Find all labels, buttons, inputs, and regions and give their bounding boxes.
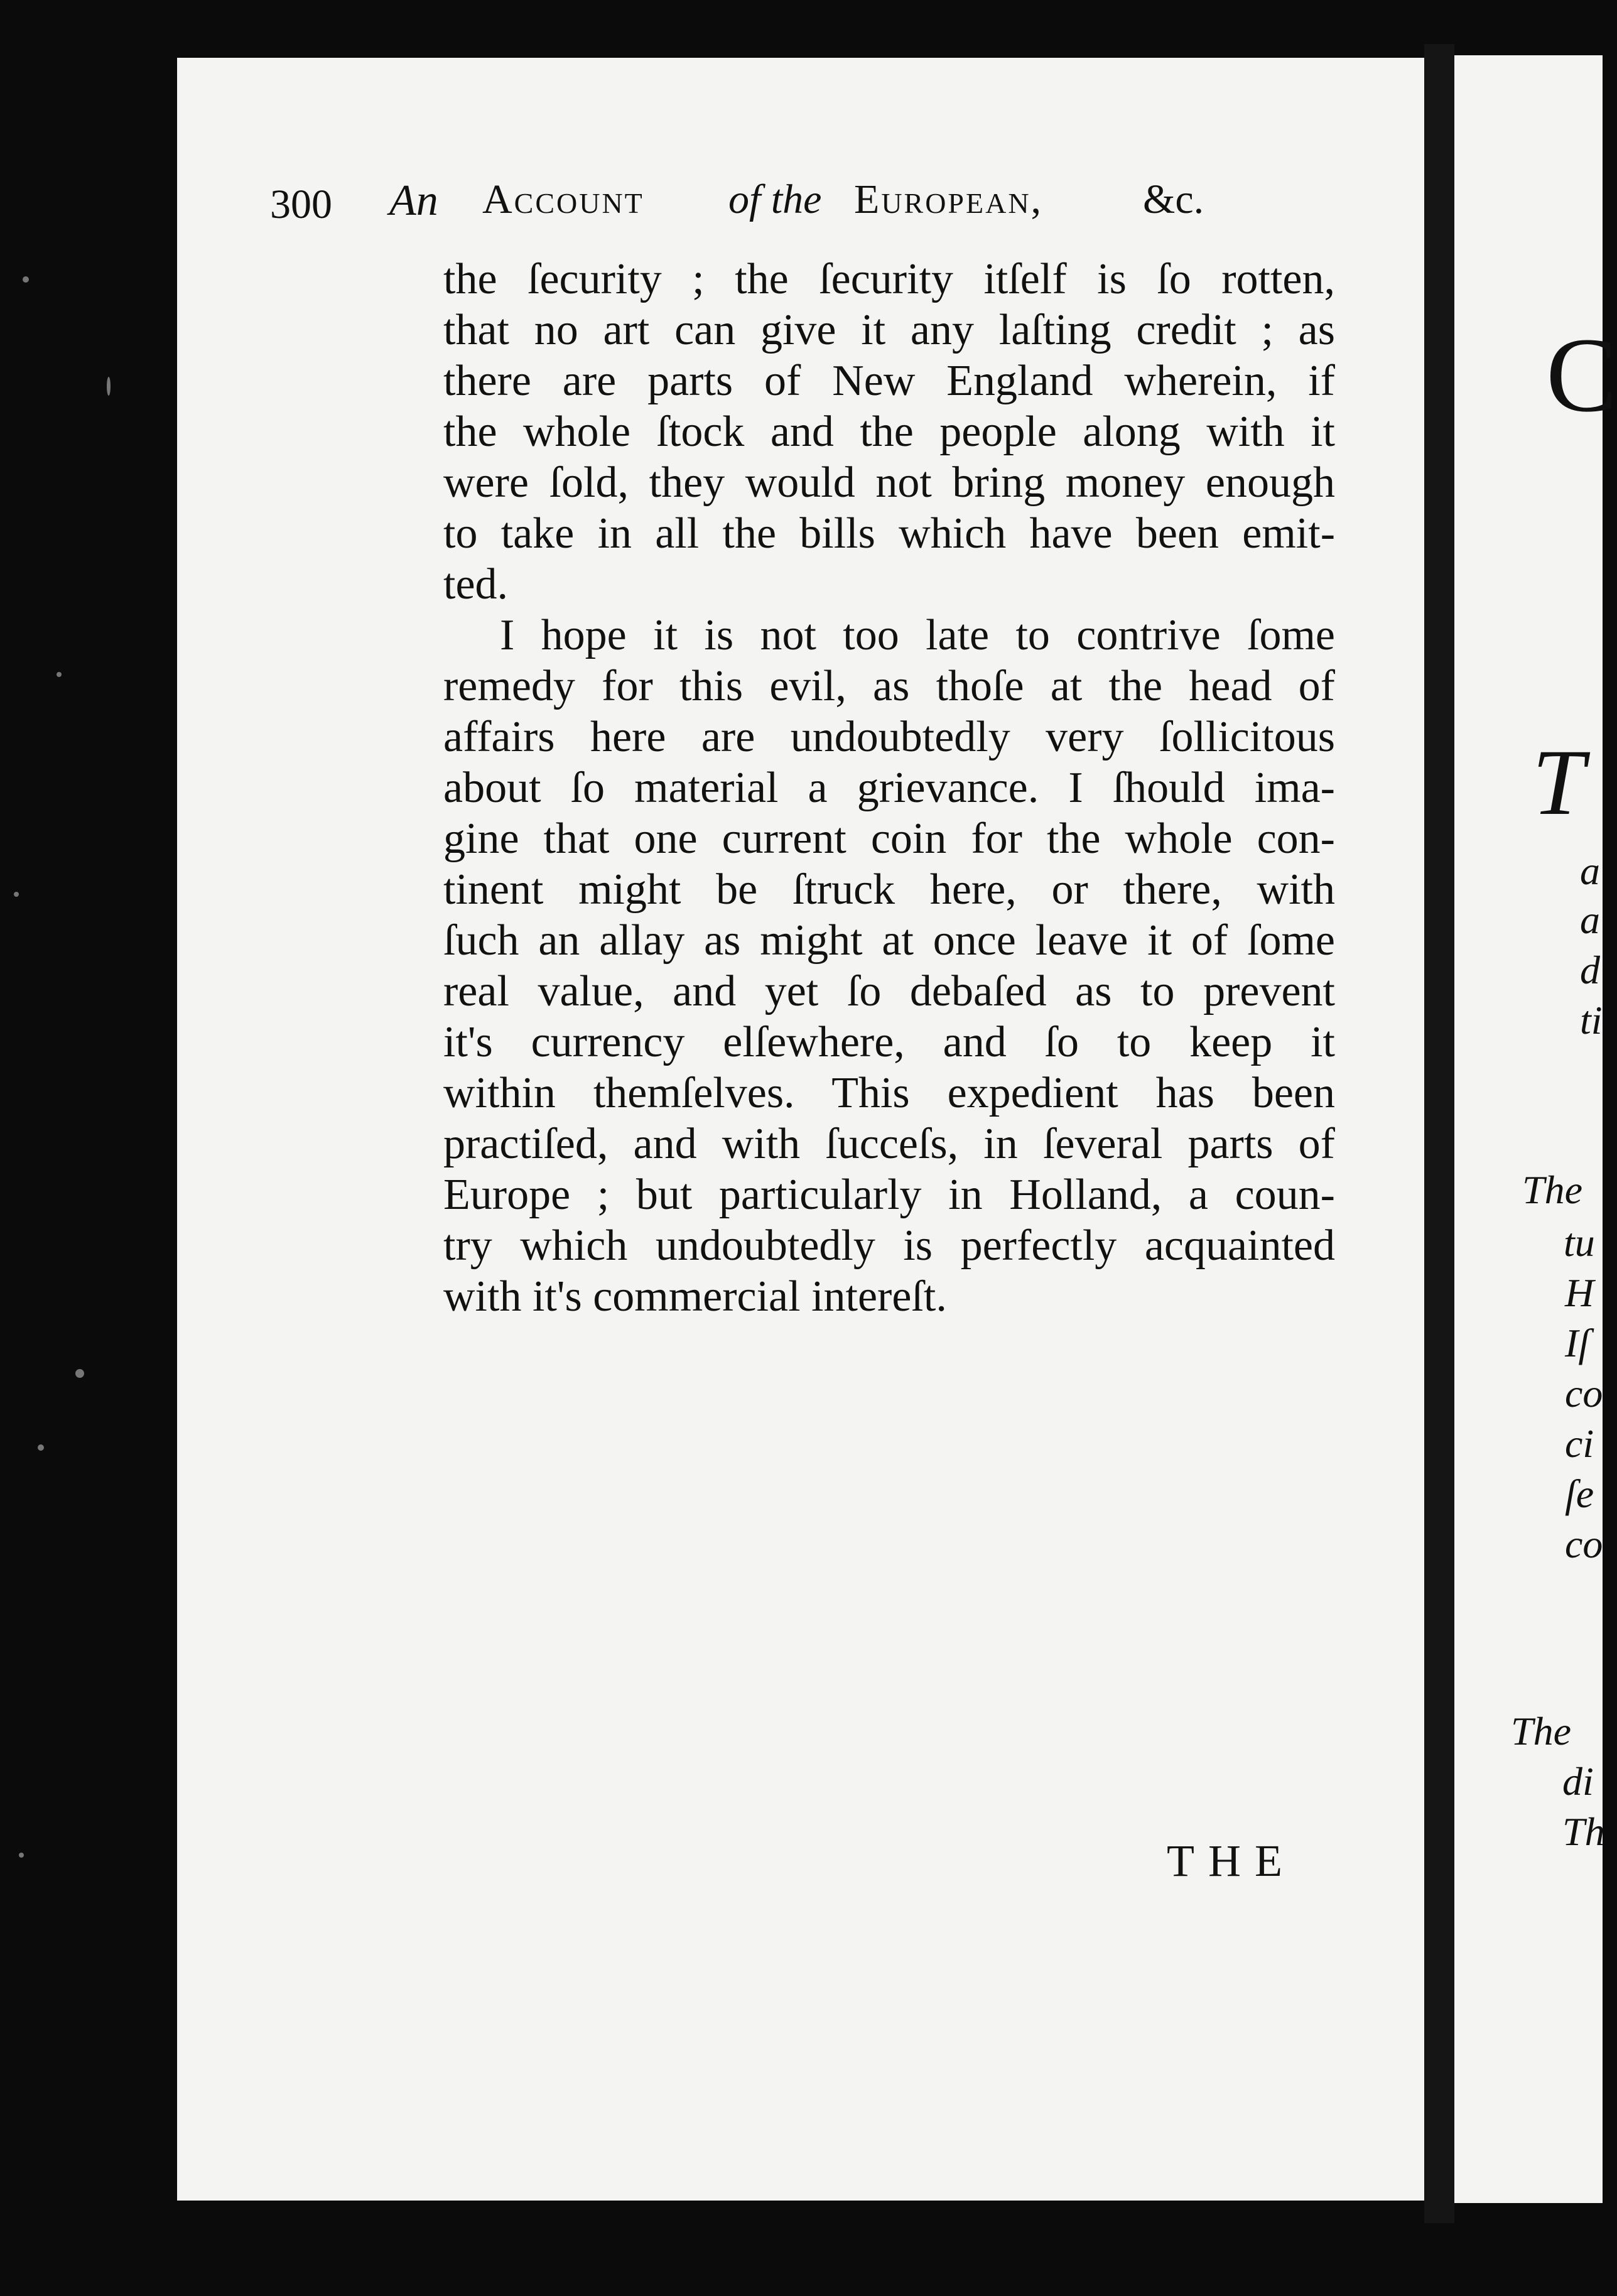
text-line: real value, and yet ſo debaſed as to prevent [443,967,1335,1015]
right-page-fragment: tu [1564,1220,1595,1265]
text-line: it's currency elſewhere, and ſo to keep it [443,1018,1335,1066]
right-page-fragment: The [1511,1709,1571,1753]
right-page-fragment: co [1565,1522,1603,1566]
text-line: the whole ſtock and the people along with it [443,408,1335,456]
right-page-fragment: d [1580,948,1600,992]
margin-speck [19,1853,24,1858]
margin-speck [57,672,62,677]
book-gutter [1424,44,1454,2223]
right-page-fragment: T [1532,730,1585,835]
text-line: I hope it is not too late to contrive ſome [500,611,1335,659]
text-line: practiſed, and with ſucceſs, in ſeveral parts of [443,1120,1335,1168]
margin-speck [14,892,19,897]
right-page-fragment: ti [1580,998,1603,1042]
running-head-an: An [389,176,438,225]
text-line: Europe ; but particularly in Holland, a coun- [443,1171,1335,1219]
right-page-fragment: co [1565,1371,1603,1416]
text-line: try which undoubtedly is perfectly acquainted [443,1221,1335,1270]
text-line: with it's commercial intereſt. [443,1272,947,1321]
text-line: affairs here are undoubtedly very ſollicitous [443,713,1335,761]
page-number: 300 [270,181,332,227]
body-text [443,254,1335,1322]
running-head-of-the: of the [728,176,822,222]
margin-speck [23,276,29,283]
text-line: ſuch an allay as might at once leave it of ſome [443,916,1335,965]
right-page-fragment: a [1580,897,1600,942]
right-page-fragment: Iſ [1565,1321,1590,1365]
right-page-fragment: a [1580,848,1600,893]
catchword: THE [1167,1836,1296,1886]
margin-speck [107,377,111,396]
text-line: about ſo material a grievance. I ſhould ima- [443,764,1335,812]
margin-speck [38,1444,44,1451]
running-head-european: European, [854,176,1044,222]
running-head [270,170,1312,239]
text-line: tinent might be ſtruck here, or there, with [443,865,1335,914]
text-line: remedy for this evil, as thoſe at the head of [443,662,1335,710]
text-line: gine that one current coin for the whole con- [443,815,1335,863]
running-head-account: Account [482,176,644,222]
right-page-fragment: C [1546,316,1617,434]
text-line: that no art can give it any laſting credit ; as [443,306,1335,354]
right-page-fragment: ſe [1565,1471,1594,1516]
text-line: there are parts of New England wherein, if [443,357,1335,405]
right-page-fragment: di [1562,1759,1594,1804]
margin-speck [75,1369,84,1378]
right-page-fragment: H [1565,1270,1594,1315]
text-line: were ſold, they would not bring money enough [443,458,1335,507]
right-page-fragment: ci [1565,1421,1594,1466]
text-line: ted. [443,560,509,609]
text-line: the ſecurity ; the ſecurity itſelf is ſo rotten, [443,255,1335,303]
running-head-etc: &c. [1143,176,1204,222]
text-line: within themſelves. This expedient has been [443,1069,1335,1117]
right-page-fragment: The [1522,1167,1582,1212]
right-page-fragment: Th [1562,1809,1605,1854]
text-line: to take in all the bills which have been emit- [443,509,1335,558]
